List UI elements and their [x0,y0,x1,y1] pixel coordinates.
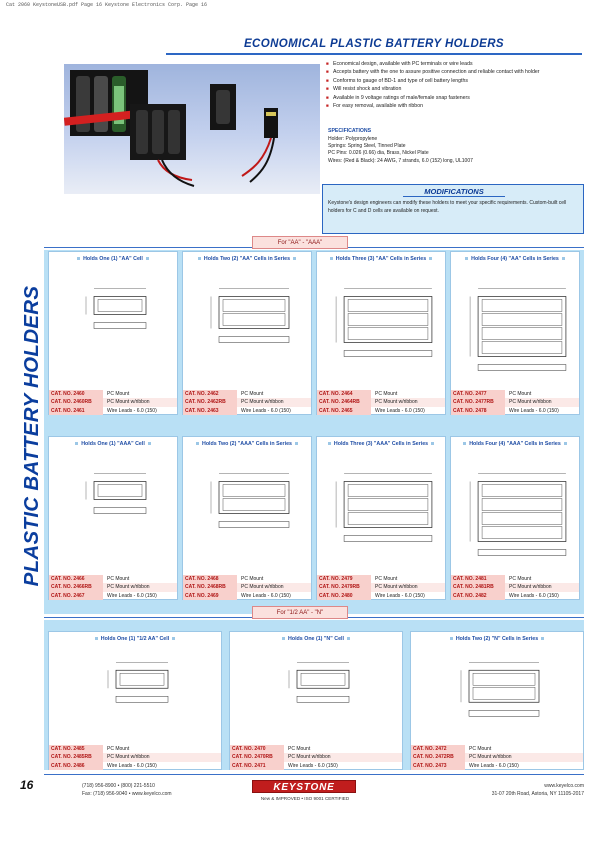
holder-outline [219,297,289,329]
holder-outline [478,482,566,542]
footer-contact [82,782,172,798]
panel-drawing [53,646,217,743]
cell-slot [348,300,428,312]
page-headline: ECONOMICAL PLASTIC BATTERY HOLDERS [243,38,504,50]
specs-title: SPECIFICATIONS [328,128,372,134]
catalog-number: CAT. NO. 2482 [451,592,505,600]
catalog-description: PC Mount [509,576,532,582]
catalog-number: CAT. NO. 2469 [183,592,237,600]
section-tab-aa: For "AA" - "AAA" [252,236,348,249]
cat-row [317,398,445,406]
feature-item: ■ Will resist shock and vibration [326,85,584,93]
cell-slot [348,485,428,497]
catalog-number: CAT. NO. 2460RB [49,398,103,406]
cat-row [230,753,402,761]
catalog-number: CAT. NO. 2478 [451,407,505,415]
holder-outline [344,482,432,528]
cell-slot [348,328,428,340]
cat-row [317,583,445,591]
cell-slot [482,342,562,354]
holder-outline [116,670,168,688]
catalog-description: PC Mount w/ribbon [107,754,150,761]
cell-slot [348,513,428,525]
holder-panel [316,251,446,415]
panel-drawing [455,266,575,388]
catalog-description: Wire Leads - 6.0 (150) [241,407,291,414]
cat-row [451,398,579,406]
catalog-number: CAT. NO. 2464 [317,390,371,398]
catalog-description: PC Mount [288,746,311,752]
panel-drawing [415,646,579,743]
catalog-description: Wire Leads - 6.0 (150) [509,407,559,414]
cell-slot [473,687,535,699]
catalog-description: PC Mount w/ribbon [509,399,552,406]
panel-title: Holds Two (2) "N" Cells in Series [411,636,583,642]
holder-panel [316,436,446,600]
side-view [344,536,432,542]
cat-row [183,390,311,398]
cell-slot [301,673,345,685]
side-view [478,365,566,371]
cat-row [49,398,177,406]
catalog-description: PC Mount [107,391,130,397]
cat-row [183,398,311,406]
modifications-text: Keystone's design engineers can modify these holders to meet your specific requirements. Custom-built cell holders for C and D cells are available on request. [328,200,567,214]
cell-slot [482,527,562,539]
catalog-number: CAT. NO. 2468 [183,575,237,583]
cat-row [317,407,445,415]
page-number: 16 [20,778,34,792]
panel-title: Holds Three (3) "AA" Cells in Series [317,256,445,262]
panel-drawing [321,451,441,573]
panel-title: Holds Four (4) "AAA" Cells in Series [451,441,579,447]
cell-slot [223,314,285,326]
side-view [478,550,566,556]
catalog-description: Wire Leads - 6.0 (150) [375,407,425,414]
panel-title: Holds One (1) "AA" Cell [49,256,177,262]
panel-drawing [53,451,173,573]
footer-fax: Fax: (718) 956-9040 • www.keyelco.com [82,791,172,797]
side-view [94,508,146,514]
catalog-number: CAT. NO. 2481 [451,575,505,583]
panel-title: Holds One (1) "AAA" Cell [49,441,177,447]
panel-title: Holds Four (4) "AA" Cells in Series [451,256,579,262]
specs-list [328,136,584,165]
cat-row [317,390,445,398]
holder-outline [478,297,566,357]
feature-item: ■ For easy removal, available with ribbon [326,102,584,110]
cat-row [451,390,579,398]
catalog-description: PC Mount w/ribbon [241,399,284,406]
spec-item: PC Pins: 0.026 (0.66) dia, Brass, Nickel Plate [328,150,429,157]
panel-drawing [53,266,173,388]
catalog-number: CAT. NO. 2462 [183,390,237,398]
panel-drawing [234,646,398,743]
catalog-number: CAT. NO. 2470 [230,745,284,753]
side-view [344,351,432,357]
catalog-description: PC Mount [107,576,130,582]
catalog-number: CAT. NO. 2479RB [317,583,371,591]
catalog-description: PC Mount w/ribbon [469,754,512,761]
holder-panel [410,631,584,770]
catalog-number: CAT. NO. 2481RB [451,583,505,591]
modifications-box [322,184,584,234]
panel-title: Holds Three (3) "AAA" Cells in Series [317,441,445,447]
keystone-logo: KEYSTONE [252,780,356,793]
catalog-description: Wire Leads - 6.0 (150) [375,592,425,599]
catalog-number: CAT. NO. 2470RB [230,753,284,761]
catalog-number: CAT. NO. 2462RB [183,398,237,406]
holder-panel [48,251,178,415]
cat-row [49,592,177,600]
side-title: PLASTIC BATTERY HOLDERS [20,285,43,587]
footer-phone: (718) 956-8900 • (800) 221-5510 [82,783,155,789]
catalog-number: CAT. NO. 2467 [49,592,103,600]
cat-row [49,575,177,583]
dimension-drawing [187,451,309,573]
feature-item: ■ Accepts battery with the one to assure positive connection and reliable contact with holder [326,68,584,76]
catalog-number: CAT. NO. 2472 [411,745,465,753]
cat-row [317,592,445,600]
cell-slot [482,314,562,326]
holder-panel [182,251,312,415]
catalog-number: CAT. NO. 2472RB [411,753,465,761]
product-photo [64,64,320,194]
panel-title: Holds Two (2) "AA" Cells in Series [183,256,311,262]
cell-slot [482,513,562,525]
holder-outline [219,482,289,514]
cell-slot [348,314,428,326]
side-view [116,696,168,702]
catalog-description: PC Mount w/ribbon [241,584,284,591]
catalog-number: CAT. NO. 2477 [451,390,505,398]
holder-panel [229,631,403,770]
panel-title: Holds One (1) "N" Cell [230,636,402,642]
cell-slot [223,485,285,497]
catalog-description: Wire Leads - 6.0 (150) [241,592,291,599]
side-view [469,710,539,716]
catalog-number: CAT. NO. 2463 [183,407,237,415]
panel-drawing [187,451,307,573]
feature-item: ■ Conforms to gauge of BD-1 and type of cell battery lengths [326,77,584,85]
cat-row [183,592,311,600]
catalog-description: PC Mount [241,576,264,582]
catalog-number: CAT. NO. 2485RB [49,753,103,761]
footer-street: 31-07 20th Road, Astoria, NY 11105-2017 [491,791,584,797]
holder-outline [344,297,432,343]
cell-slot [482,499,562,511]
catalog-number: CAT. NO. 2480 [317,592,371,600]
modifications-title: MODIFICATIONS [424,187,484,196]
catalog-description: PC Mount [509,391,532,397]
footer-rule [44,774,584,775]
dimension-drawing [234,646,400,743]
battery-holders-illustration [64,64,320,194]
footer-website[interactable]: www.keyelco.com [544,783,584,789]
holder-panel [48,436,178,600]
dimension-drawing [321,451,443,573]
catalog-description: Wire Leads - 6.0 (150) [107,762,157,769]
side-view [219,522,289,528]
footer-address [448,782,584,798]
cell-slot [348,499,428,511]
catalog-number: CAT. NO. 2486 [49,762,103,770]
catalog-description: Wire Leads - 6.0 (150) [288,762,338,769]
cat-row [49,762,221,770]
header-line: Cat 2060 KeystoneUSB.pdf Page 16 Keystone Electronics Corp. Page 16 [6,2,208,8]
headline-rule [166,53,582,55]
side-view [219,337,289,343]
catalog-number: CAT. NO. 2466 [49,575,103,583]
cell-slot [98,485,142,497]
catalog-number: CAT. NO. 2477RB [451,398,505,406]
catalog-number: CAT. NO. 2460 [49,390,103,398]
dimension-drawing [187,266,309,388]
cat-row [183,575,311,583]
holder-panel [182,436,312,600]
catalog-number: CAT. NO. 2479 [317,575,371,583]
cat-row [317,575,445,583]
cat-row [49,753,221,761]
dimension-drawing [53,451,175,573]
dimension-drawing [415,646,581,743]
side-view [94,323,146,329]
side-view [297,696,349,702]
catalog-description: PC Mount [375,576,398,582]
catalog-number: CAT. NO. 2466RB [49,583,103,591]
catalog-number: CAT. NO. 2461 [49,407,103,415]
cat-row [411,745,583,753]
holder-panel [450,436,580,600]
catalog-description: PC Mount w/ribbon [375,584,418,591]
feature-list [326,60,584,110]
catalog-number: CAT. NO. 2485 [49,745,103,753]
dimension-drawing [53,646,219,743]
dimension-drawing [455,451,577,573]
cat-row [451,583,579,591]
section-tab-half: For "1/2 AA" - "N" [252,606,348,619]
dimension-drawing [321,266,443,388]
catalog-description: Wire Leads - 6.0 (150) [107,592,157,599]
catalog-number: CAT. NO. 2464RB [317,398,371,406]
panel-drawing [321,266,441,388]
cell-slot [482,328,562,340]
catalog-description: PC Mount w/ribbon [288,754,331,761]
cat-row [411,753,583,761]
catalog-number: CAT. NO. 2473 [411,762,465,770]
cat-row [49,407,177,415]
catalog-description: Wire Leads - 6.0 (150) [469,762,519,769]
cat-row [49,390,177,398]
cat-row [230,745,402,753]
holder-outline [94,297,146,315]
cat-row [230,762,402,770]
cell-slot [482,300,562,312]
holder-panel [48,631,222,770]
feature-item: ■ Economical design, available with PC terminals or wire leads [326,60,584,68]
cat-row [183,407,311,415]
catalog-description: PC Mount w/ribbon [107,584,150,591]
panel-title: Holds One (1) "1/2 AA" Cell [49,636,221,642]
spec-item: Springs: Spring Steel, Tinned Plate [328,143,406,150]
catalog-description: PC Mount w/ribbon [375,399,418,406]
cat-row [451,407,579,415]
panel-title: Holds Two (2) "AAA" Cells in Series [183,441,311,447]
catalog-number: CAT. NO. 2471 [230,762,284,770]
holder-outline [94,482,146,500]
cell-slot [473,673,535,685]
spec-item: Holder: Polypropylene [328,136,378,142]
feature-item: ■ Available in 9 voltage ratings of male/female snap fasteners [326,94,584,102]
cell-slot [120,673,164,685]
dimension-drawing [53,266,175,388]
cat-row [49,583,177,591]
catalog-description: PC Mount [375,391,398,397]
holder-outline [469,670,539,702]
cat-row [183,583,311,591]
cell-slot [223,300,285,312]
catalog-description: PC Mount w/ribbon [107,399,150,406]
cat-row [451,592,579,600]
modifications-rule [403,196,505,197]
cat-row [49,745,221,753]
catalog-number: CAT. NO. 2468RB [183,583,237,591]
catalog-description: PC Mount [469,746,492,752]
cat-row [411,762,583,770]
panel-drawing [187,266,307,388]
dimension-drawing [455,266,577,388]
catalog-description: PC Mount w/ribbon [509,584,552,591]
holder-panel [450,251,580,415]
catalog-description: Wire Leads - 6.0 (150) [107,407,157,414]
footer-tagline: New & IMPROVED • ISO 9001 CERTIFIED [260,796,350,801]
cell-slot [482,485,562,497]
cell-slot [98,300,142,312]
spec-item: Wires: (Red & Black): 24 AWG, 7 strands, 6.0 (152) long, UL1007 [328,157,473,164]
cell-slot [223,499,285,511]
catalog-description: Wire Leads - 6.0 (150) [509,592,559,599]
catalog-description: PC Mount [241,391,264,397]
panel-drawing [455,451,575,573]
holder-outline [297,670,349,688]
cat-row [451,575,579,583]
catalog-description: PC Mount [107,746,130,752]
catalog-number: CAT. NO. 2465 [317,407,371,415]
